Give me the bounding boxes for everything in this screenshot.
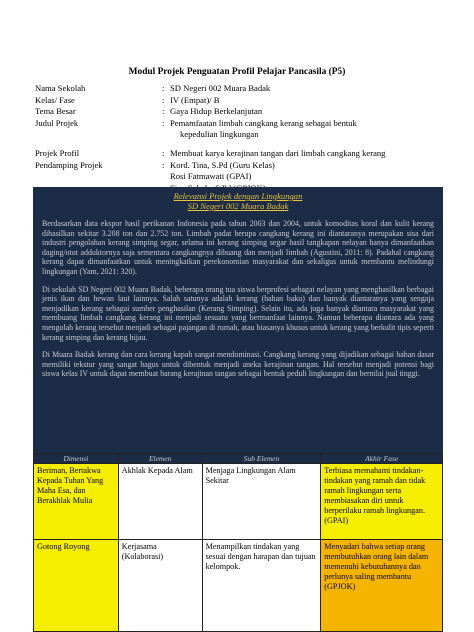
info-value: Membuat karya kerajinan tangan dari limbah cangkang kerang xyxy=(170,147,386,158)
table-cell-elemen: Akhlak Kepada Alam xyxy=(118,464,202,540)
info-row-theme: Tema Besar : Gaya Hidup Berkelanjutan xyxy=(35,106,455,118)
info-row-project-title: Judul Projek : Pemamfaatan limbah cangkang kerang sebagai bentuk kepedulian lingkungan xyxy=(35,118,455,141)
table-row xyxy=(34,464,443,540)
info-value: SD Negeri 002 Muara Badak xyxy=(170,83,271,93)
info-value: Gaya Hidup Berkelanjutan xyxy=(170,106,263,117)
info-row-project-profile: Projek Profil : Membuat karya kerajinan tangan dari limbah cangkang kerang xyxy=(35,148,455,160)
info-label: Nama Sekolah xyxy=(35,83,86,93)
table-cell-sub-elemen: Menampilkan tindakan yang sesuai dengan harapan dan tujuan kelompok. xyxy=(202,540,321,632)
info-value: Kord. Tina, S.Pd (Guru Kelas) Rosi Fatmawati (GPAI) xyxy=(170,159,275,182)
table-cell-dimensi: Beriman, Bertakwa Kepada Tuhan Yang Maha Esa, dan Berakhlak Mulia xyxy=(34,464,119,540)
info-label: Pendamping Projek xyxy=(35,159,103,170)
info-row-class: Kelas/ Fase : IV (Empat)/ B xyxy=(35,95,455,107)
profile-dimension-table xyxy=(33,453,443,632)
panel-subheading: SD Negeri 002 Muara Badak xyxy=(187,201,289,211)
relevance-panel xyxy=(33,187,443,453)
table-cell-akhir-fase: Menyadari bahwa setiap orang membutuhkan orang lain dalam memenuhi kebutuhannya dan perlunya saling membantu (GPJOK) xyxy=(321,540,443,632)
info-value: Pemamfaatan limbah cangkang kerang sebagai bentuk kepedulian lingkungan xyxy=(170,117,357,140)
info-row-mentors: Pendamping Projek : Kord. Tina, S.Pd (Guru Kelas) Rosi Fatmawati (GPAI) xyxy=(35,160,455,195)
document-title: Modul Projek Penguatan Profil Pelajar Pancasila (P5) xyxy=(128,67,346,77)
info-label: Kelas/ Fase xyxy=(35,94,75,105)
table-header: Elemen xyxy=(118,454,202,464)
panel-paragraph: Berdasarkan data ekspor hasil perikanan Indonesia pada tahun 2003 dan 2004, untuk komoditas koral dan kulit kerang dihasilkan sekitar 3.208 ton dan 2.752 ton. Limbah padat berupa cangkang kerang ini diantaranya merupakan sisa dari industri pengolahan kerang simping segar, selama ini kerang simping segar hasil tangkapan nelayan hanya dimanfaatkan daging/otot adduktornya saja sementara cangkangnya dibuang dan menjadi limbah (Agustini, 2011: 8). Padahal cangkang kerang dapat dimanfaatkan untuk meningkatkan perekonomian masyarakat dan sekaligus untuk membantu melindungi lingkungan (Yam, 2021: 320). xyxy=(42,219,434,276)
table-cell-dimensi: Gotong Royong xyxy=(34,540,119,632)
panel-heading: Relevansi Projek dengan Lingkungan xyxy=(173,191,303,201)
table-header: Akhir Fase xyxy=(321,454,443,464)
table-header-row xyxy=(34,454,443,464)
table-row xyxy=(34,540,443,632)
table-cell-sub-elemen: Menjaga Lingkungan Alam Sekitar xyxy=(202,464,321,540)
panel-paragraph: Di Muara Badak kerang dan cara kerang kapah sangat mendominasi. Cangkang kerang yang dijadikan sebagai bahan dasar memiliki tekstur yang sangat bagus untuk dibentuk menjadi aneka kerajinan tangan. Hal tersebut menjadi potensi bagi siswa kelas IV untuk dapat membuat barang kerajinan tangan sebagai bentuk peduli lingkungan dan bernilai jual tinggi. xyxy=(42,350,434,379)
info-label: Tema Besar xyxy=(35,106,76,117)
table-header: Sub Elemen xyxy=(202,454,321,464)
info-block xyxy=(35,83,455,194)
table-header: Dimensi xyxy=(34,454,119,464)
info-label: Projek Profil xyxy=(35,147,80,158)
table-cell-akhir-fase: Terbiasa memahami tindakan-tindakan yang ramah dan tidak ramah lingkungan serta membiasakan diri untuk berperilaku ramah lingkungan. (GPAI) xyxy=(321,464,443,540)
info-label: Judul Projek xyxy=(35,117,79,128)
info-row-school: Nama Sekolah : SD Negeri 002 Muara Badak xyxy=(35,83,455,95)
panel-paragraph: Di sekolah SD Negeri 002 Muara Badak, beberapa orang tua siswa berprofesi sebagai nelayan yang menghasilkan berbagai jenis ikan dan hewan laut lainnya. Salah satunya adalah kerang (bahan baku) dan banyak diantaranya yang sengaja menjadikan kerang sebagai sumber penghasilan (Kerang Simping). Selain itu, ada juga banyak diantara masyarakat yang membuang limbah cangkang kerang ini menjadi sesuatu yang bermanfaat lainnya. Namun beberapa diantara ada yang mengolah kerang tersebut menjadi sebagai pajangan di rumah, atau biasanya khusus untuk kerang yang berkulit tipis seperti kerang simping dan kerang hijau. xyxy=(42,284,434,342)
table-cell-elemen: Kerjasama (Kolaborasi) xyxy=(118,540,202,632)
info-value: IV (Empat)/ B xyxy=(170,94,220,105)
